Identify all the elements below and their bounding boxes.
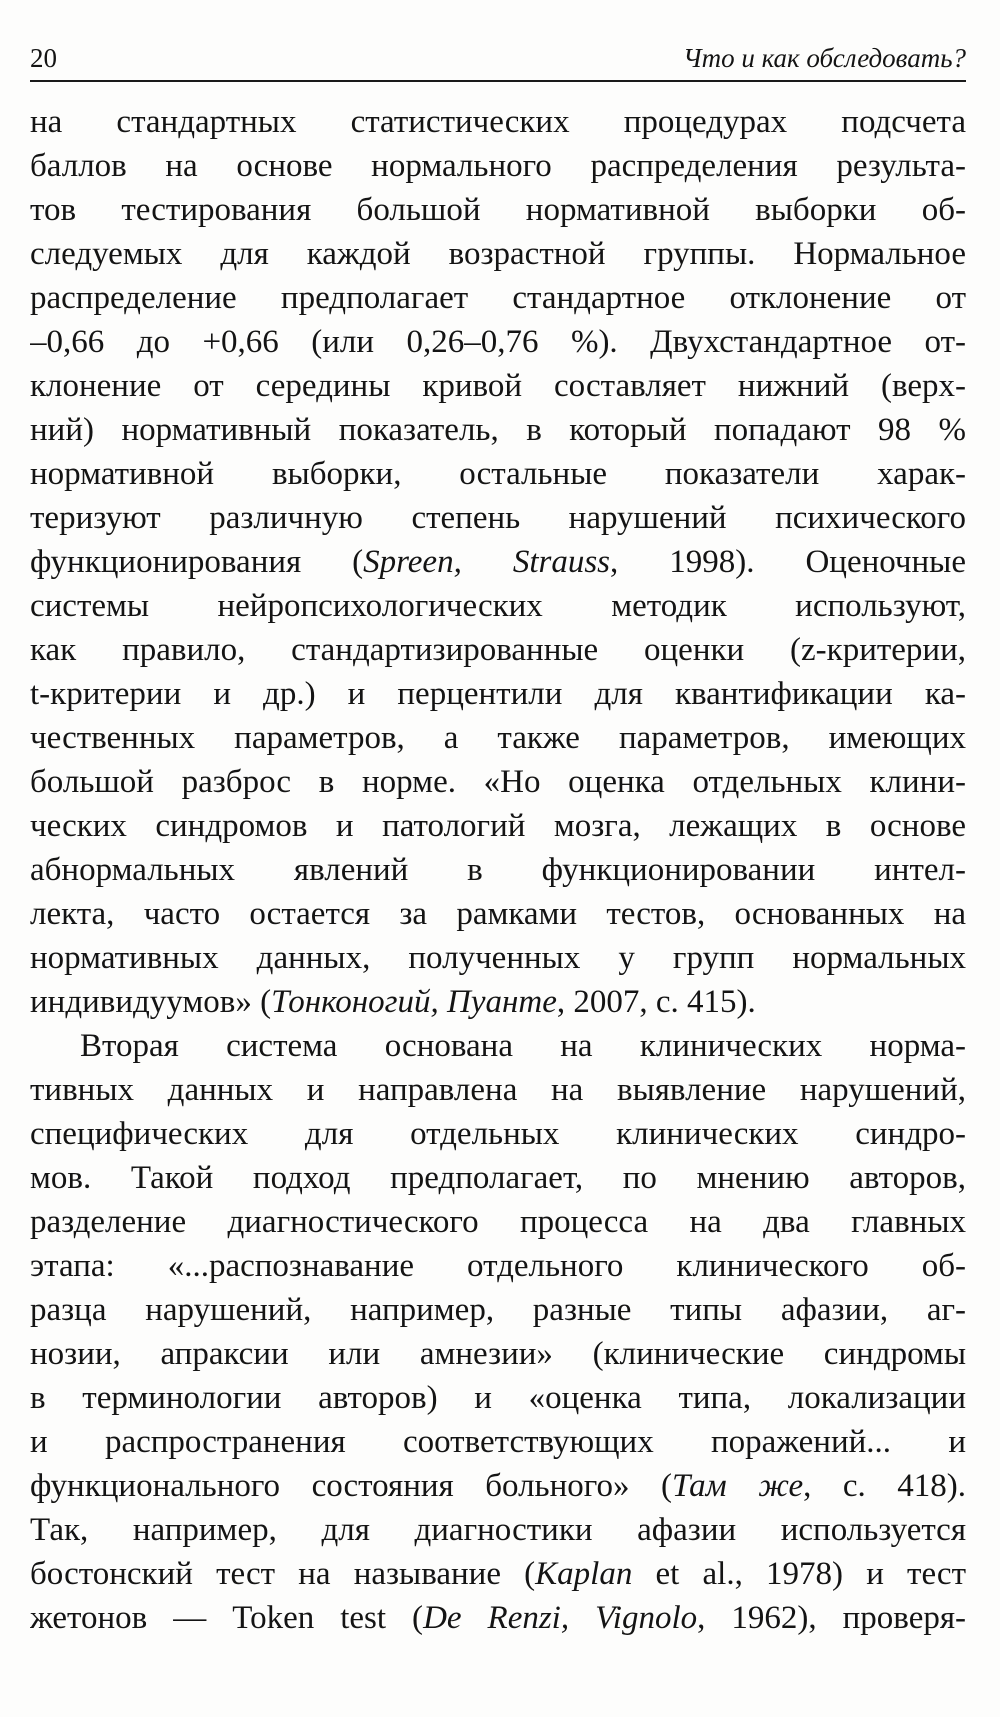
text-line: большой разброс в норме. «Но оценка отдельных клини-: [30, 764, 966, 800]
text-line: чественных параметров, а также параметров, имеющих: [30, 720, 966, 756]
text-line: нормативной выборки, остальные показатели харак-: [30, 456, 966, 492]
citation-authors: Тонконогий, Пуанте: [271, 984, 557, 1020]
header-rule: [30, 80, 966, 82]
chapter-title: Что и как обследовать?: [682, 43, 966, 73]
text-run: , 2007, с. 415).: [556, 984, 756, 1020]
text-line: абнормальных явлений в функционировании интел-: [30, 852, 966, 888]
text-run: , 1962), проверя-: [697, 1600, 966, 1636]
page-number: 20: [30, 43, 57, 73]
text-run: жетонов — Token test (: [30, 1600, 424, 1636]
text-line: в терминологии авторов) и «оценка типа, локализации: [30, 1380, 966, 1416]
text-line-with-citation: [30, 1464, 966, 1508]
citation-authors: De Renzi, Vignolo: [423, 1600, 698, 1636]
text-line: баллов на основе нормального распределения результа-: [30, 148, 966, 184]
text-run: бостонский тест на называние (: [30, 1556, 536, 1592]
text-line: специфических для отдельных клинических синдро-: [30, 1116, 966, 1152]
citation-authors: Spreen, Strauss: [363, 544, 611, 580]
text-line: теризуют различную степень нарушений психического: [30, 500, 966, 536]
text-line: и распространения соответствующих поражений... и: [30, 1424, 966, 1460]
text-line-with-citation: [30, 1552, 966, 1596]
text-line: как правило, стандартизированные оценки (z-критерии,: [30, 632, 966, 668]
text-line: разца нарушений, например, разные типы афазии, аг-: [30, 1292, 966, 1328]
text-run: , с. 418).: [803, 1468, 966, 1504]
text-line: распределение предполагает стандартное отклонение от: [30, 280, 966, 316]
text-line: системы нейропсихологических методик используют,: [30, 588, 966, 624]
text-run: индивидуумов» (: [30, 984, 272, 1020]
citation-ibid: Там же: [671, 1468, 804, 1504]
text-run: функционального состояния больного» (: [30, 1468, 672, 1504]
running-head: [30, 38, 966, 78]
text-line: нозии, апраксии или амнезии» (клинические синдромы: [30, 1336, 966, 1372]
text-line-with-citation: [30, 980, 966, 1024]
text-line: тов тестирования большой нормативной выборки об-: [30, 192, 966, 228]
text-run: функционирования (: [30, 544, 364, 580]
text-line: следуемых для каждой возрастной группы. Нормальное: [30, 236, 966, 272]
text-line-with-citation: [30, 540, 966, 584]
text-line: Вторая система основана на клинических норма-: [80, 1028, 966, 1064]
body-text: [30, 100, 966, 1640]
text-line: t-критерии и др.) и перцентили для квантификации ка-: [30, 676, 966, 712]
citation-authors: Kaplan: [535, 1556, 633, 1592]
paragraph-1: [30, 100, 966, 1024]
text-run: , 1998). Оценочные: [610, 544, 966, 580]
text-line: разделение диагностического процесса на два главных: [30, 1204, 966, 1240]
text-line: ний) нормативный показатель, в который попадают 98 %: [30, 412, 966, 448]
text-line: Так, например, для диагностики афазии используется: [30, 1512, 966, 1548]
text-line-with-citation: [30, 1596, 966, 1640]
text-line: на стандартных статистических процедурах подсчета: [30, 104, 966, 140]
text-run: et al., 1978) и тест: [632, 1556, 966, 1592]
text-line: этапа: «...распознавание отдельного клинического об-: [30, 1248, 966, 1284]
paragraph-2: [30, 1024, 966, 1640]
text-line: тивных данных и направлена на выявление нарушений,: [30, 1072, 966, 1108]
text-line: нормативных данных, полученных у групп нормальных: [30, 940, 966, 976]
text-line: ческих синдромов и патологий мозга, лежащих в основе: [30, 808, 966, 844]
text-line: –0,66 до +0,66 (или 0,26–0,76 %). Двухстандартное от-: [30, 324, 966, 360]
text-line: лекта, часто остается за рамками тестов, основанных на: [30, 896, 966, 932]
text-line: мов. Такой подход предполагает, по мнению авторов,: [30, 1160, 966, 1196]
text-line: клонение от середины кривой составляет нижний (верх-: [30, 368, 966, 404]
